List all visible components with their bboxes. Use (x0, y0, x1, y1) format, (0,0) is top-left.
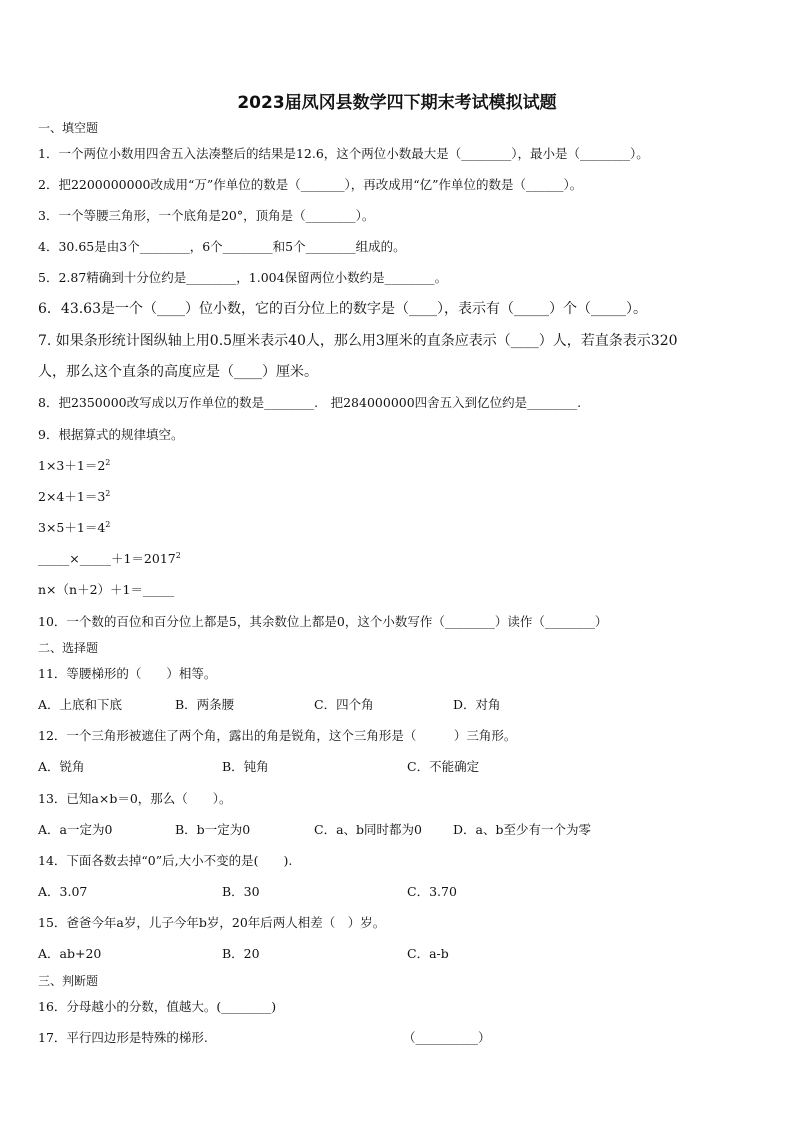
q13-option-c: C．a、b同时都为0 (314, 822, 422, 837)
question-2: 2．把2200000000改成用“万”作单位的数是（_______），再改成用“亿”作单位的数是（______）。 (38, 177, 583, 192)
section-choice: 二、选择题 (38, 641, 99, 655)
pattern-line-5: n×（n＋2）＋1＝_____ (38, 582, 175, 597)
q13-option-d: D．a、b至少有一个为零 (453, 822, 591, 837)
q11-option-b: B．两条腰 (175, 697, 235, 712)
question-17-answer-blank: （__________） (403, 1030, 491, 1045)
q15-option-a: A．ab+20 (38, 946, 102, 961)
page-title: 2023届凤冈县数学四下期末考试模拟试题 (237, 93, 557, 113)
q14-option-b: B．30 (222, 884, 260, 899)
section-fill-blank: 一、填空题 (38, 121, 99, 135)
q15-option-c: C．a-b (407, 946, 449, 961)
q11-option-a: A．上底和下底 (38, 697, 123, 712)
question-7-line-1: 7. 如果条形统计图纵轴上用0.5厘米表示40人，那么用3厘米的直条应表示（____）人，若直条表示320 (38, 333, 678, 349)
question-4: 4．30.65是由3个________，6个________和5个________组成的。 (38, 239, 406, 254)
pattern-line-2: $2\times 4+1=3^2$ (38, 488, 111, 504)
section-judge: 三、判断题 (38, 974, 99, 988)
question-16: 16．分母越小的分数，值越大。(________) (38, 999, 277, 1014)
question-12: 12．一个三角形被遮住了两个角，露出的角是锐角，这个三角形是（ ）三角形。 (38, 728, 517, 743)
q12-option-a: A．锐角 (38, 759, 85, 774)
question-8: 8．把2350000改写成以万作单位的数是________. 把284000000四舍五入到亿位约是________. (38, 395, 582, 410)
q12-option-c: C．不能确定 (407, 759, 480, 774)
question-9: 9．根据算式的规律填空。 (38, 427, 184, 442)
question-7-line-2: 人，那么这个直条的高度应是（____）厘米。 (38, 364, 318, 380)
question-17: 17．平行四边形是特殊的梯形. (38, 1030, 208, 1045)
question-3: 3．一个等腰三角形，一个底角是20°，顶角是（________）。 (38, 208, 375, 223)
pattern-line-4: $\_\_\_\_\_\times\_\_\_\_\_+1=2017^2$ (38, 550, 181, 566)
question-15: 15．爸爸今年a岁，儿子今年b岁，20年后两人相差（ ）岁。 (38, 915, 386, 930)
q12-option-b: B．钝角 (222, 759, 269, 774)
q14-option-a: A．3.07 (38, 884, 88, 899)
question-1: 1．一个两位小数用四舍五入法凑整后的结果是12.6，这个两位小数最大是（________），最小是（________）。 (38, 146, 649, 161)
question-13: 13．已知a×b＝0，那么（ ）。 (38, 791, 232, 806)
q13-option-a: A．a一定为0 (38, 822, 113, 837)
q11-option-c: C．四个角 (314, 697, 374, 712)
question-6: 6．43.63是一个（____）位小数，它的百分位上的数字是（____），表示有（_____）个（_____）。 (38, 301, 647, 317)
q13-option-b: B．b一定为0 (175, 822, 251, 837)
question-11: 11．等腰梯形的（ ）相等。 (38, 666, 217, 681)
q11-option-d: D．对角 (453, 697, 501, 712)
q15-option-b: B．20 (222, 946, 260, 961)
question-10: 10．一个数的百位和百分位上都是5，其余数位上都是0，这个小数写作（________）读作（________） (38, 614, 608, 629)
pattern-line-3: $3\times 5+1=4^2$ (38, 519, 111, 535)
question-5: 5．2.87精确到十分位约是________，1.004保留两位小数约是________。 (38, 270, 448, 285)
question-14: 14．下面各数去掉“0”后,大小不变的是( ). (38, 853, 293, 868)
pattern-line-1: $1\times 3+1=2^2$ (38, 457, 111, 473)
q14-option-c: C．3.70 (407, 884, 457, 899)
